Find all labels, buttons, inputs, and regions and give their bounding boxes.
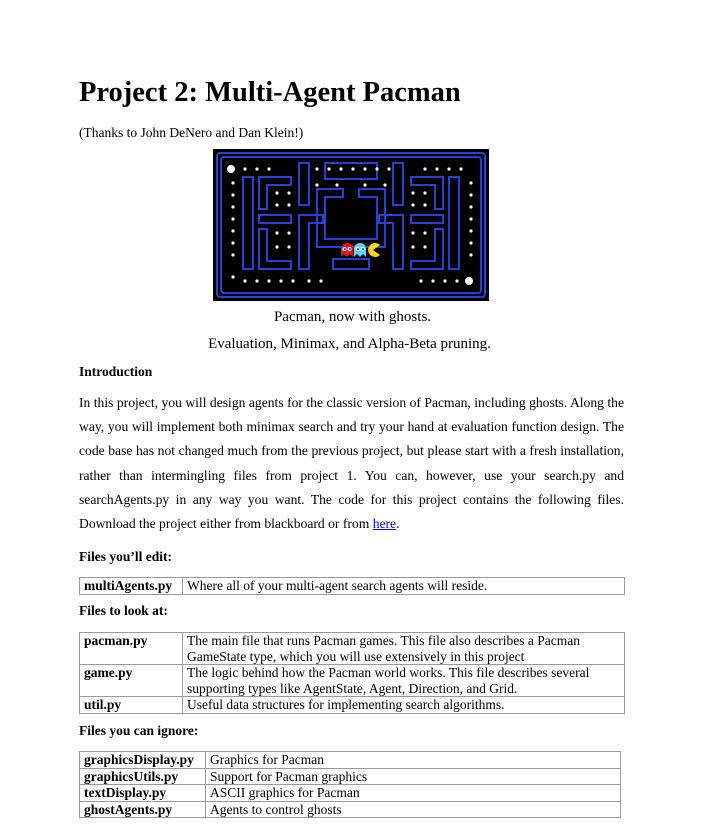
thanks-note: (Thanks to John DeNero and Dan Klein!) (79, 125, 304, 140)
file-name: pacman.py (80, 633, 183, 665)
pacman-board-graphic (213, 149, 489, 301)
image-caption-1: Pacman, now with ghosts. (273, 309, 432, 325)
file-name: textDisplay.py (80, 785, 206, 802)
file-description: The main file that runs Pacman games. This file also describes a Pacman GameState type, which you will use extensively in this project (183, 633, 625, 665)
image-caption-2: Evaluation, Minimax, and Alpha-Beta pruning. (208, 336, 491, 352)
ghost-cyan-icon (354, 243, 366, 257)
files-ignore-table (79, 751, 621, 818)
files-look-table (79, 632, 625, 714)
files-ignore-heading: Files you can ignore: (79, 723, 199, 738)
table-row (80, 578, 625, 595)
file-name: multiAgents.py (80, 578, 183, 595)
file-description: Graphics for Pacman (206, 752, 621, 769)
file-description: The logic behind how the Pacman world works. This file describes several supporting types like AgentState, Agent, Direction, and Grid. (183, 665, 625, 697)
table-row (80, 633, 625, 665)
file-description: ASCII graphics for Pacman (206, 785, 621, 802)
pacman-game-image (213, 149, 489, 301)
file-description: Agents to control ghosts (206, 801, 621, 818)
files-edit-heading: Files you’ll edit: (79, 549, 172, 564)
files-look-heading: Files to look at: (79, 603, 168, 618)
table-row (80, 785, 621, 802)
file-description: Useful data structures for implementing search algorithms. (183, 697, 625, 714)
file-name: util.py (80, 697, 183, 714)
file-description: Where all of your multi-agent search agents will reside. (183, 578, 625, 595)
ghost-red-icon (341, 243, 353, 257)
pacman-icon (368, 243, 380, 257)
file-description: Support for Pacman graphics (206, 768, 621, 785)
table-row (80, 665, 625, 697)
table-row (80, 752, 621, 769)
table-row (80, 697, 625, 714)
file-name: graphicsDisplay.py (80, 752, 206, 769)
files-edit-table (79, 577, 625, 595)
file-name: graphicsUtils.py (80, 768, 206, 785)
file-name: game.py (80, 665, 183, 697)
introduction-paragraph (79, 391, 624, 536)
introduction-text-end: . (396, 516, 400, 532)
table-row (80, 801, 621, 818)
introduction-text: In this project, you will design agents for the classic version of Pacman, including ghosts. Along the way, you will implement both minimax search and try your hand at evaluation function design. The code base has not changed much from the previous project, but please start with a fresh installation, rather than intermingling files from project 1. You can, however, use your search.py and searchAgents.py in any way you want. The code for this project contains the following files. Download the project either from blackboard or from (79, 395, 624, 532)
introduction-heading: Introduction (79, 364, 153, 379)
page-title: Project 2: Multi-Agent Pacman (79, 77, 461, 108)
download-here-link[interactable]: here (372, 516, 397, 532)
table-row (80, 768, 621, 785)
file-name: ghostAgents.py (80, 801, 206, 818)
